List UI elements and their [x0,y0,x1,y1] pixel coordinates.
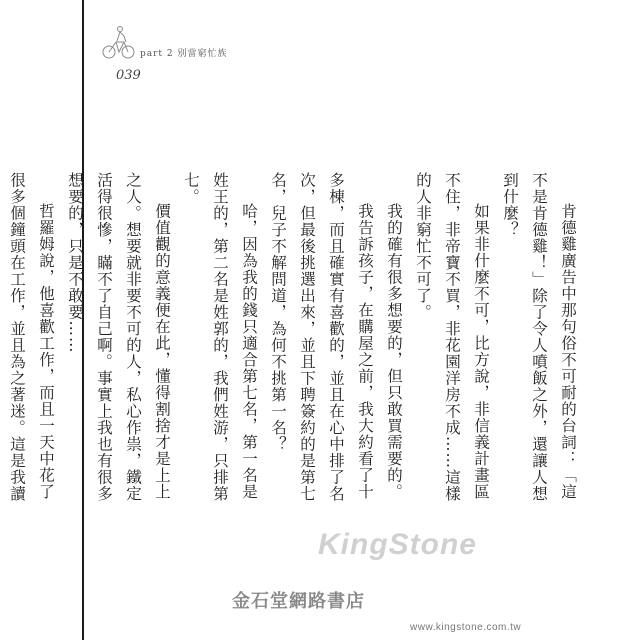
paragraph: 哈，因為我的錢只適合第七名，第一名是姓王的，第二名是姓郭的，我們姓游，只排第七。 [182,172,258,502]
bicycle-rider-icon [102,20,136,60]
kingstone-watermark-url: www.kingstone.com.tw [410,622,522,633]
page-number: 039 [116,68,141,83]
paragraph: 我的確有很多想要的，但只敢買需要的。 [385,203,403,500]
header-section: part 2 [140,49,174,59]
kingstone-watermark-store-name: 金石堂網路書店 [232,591,365,612]
kingstone-watermark-logo: KingStone [318,528,477,561]
header-title [140,46,228,59]
paragraph: 肯德雞廣告中那句俗不可耐的台詞：「這不是肯德雞！」除了令人噴飯之外，還讓人想到什麼？ [501,172,577,502]
paragraph: 價值觀的意義便在此，懂得割捨才是上上之人。想要就非要不可的人，私心作祟，鐵定活得很慘，瞞不了自己啊。事實上我也有很多想要的，只是不敢要…… [66,172,171,502]
paragraph: 我告訴孩子，在購屋之前，我大約看了十多棟，而且確實有喜歡的，並且在心中排了名次，但最後挑選出來，並且下聘簽約的是第七名，兒子不解問道，為何不挑第一名？ [269,172,374,502]
paragraph: 哲羅姆說，他喜歡工作，而且一天中花了很多個鐘頭在工作，並且為之著迷。這是我讀 [8,172,55,502]
header-chapter-title: 別當窮忙族 [177,49,228,59]
paragraph: 如果非什麼不可，比方說，非信義計畫區不住，非帝寶不買，非花園洋房不成……這樣的人非窮忙不可了。 [414,172,490,502]
body-text [8,172,582,502]
